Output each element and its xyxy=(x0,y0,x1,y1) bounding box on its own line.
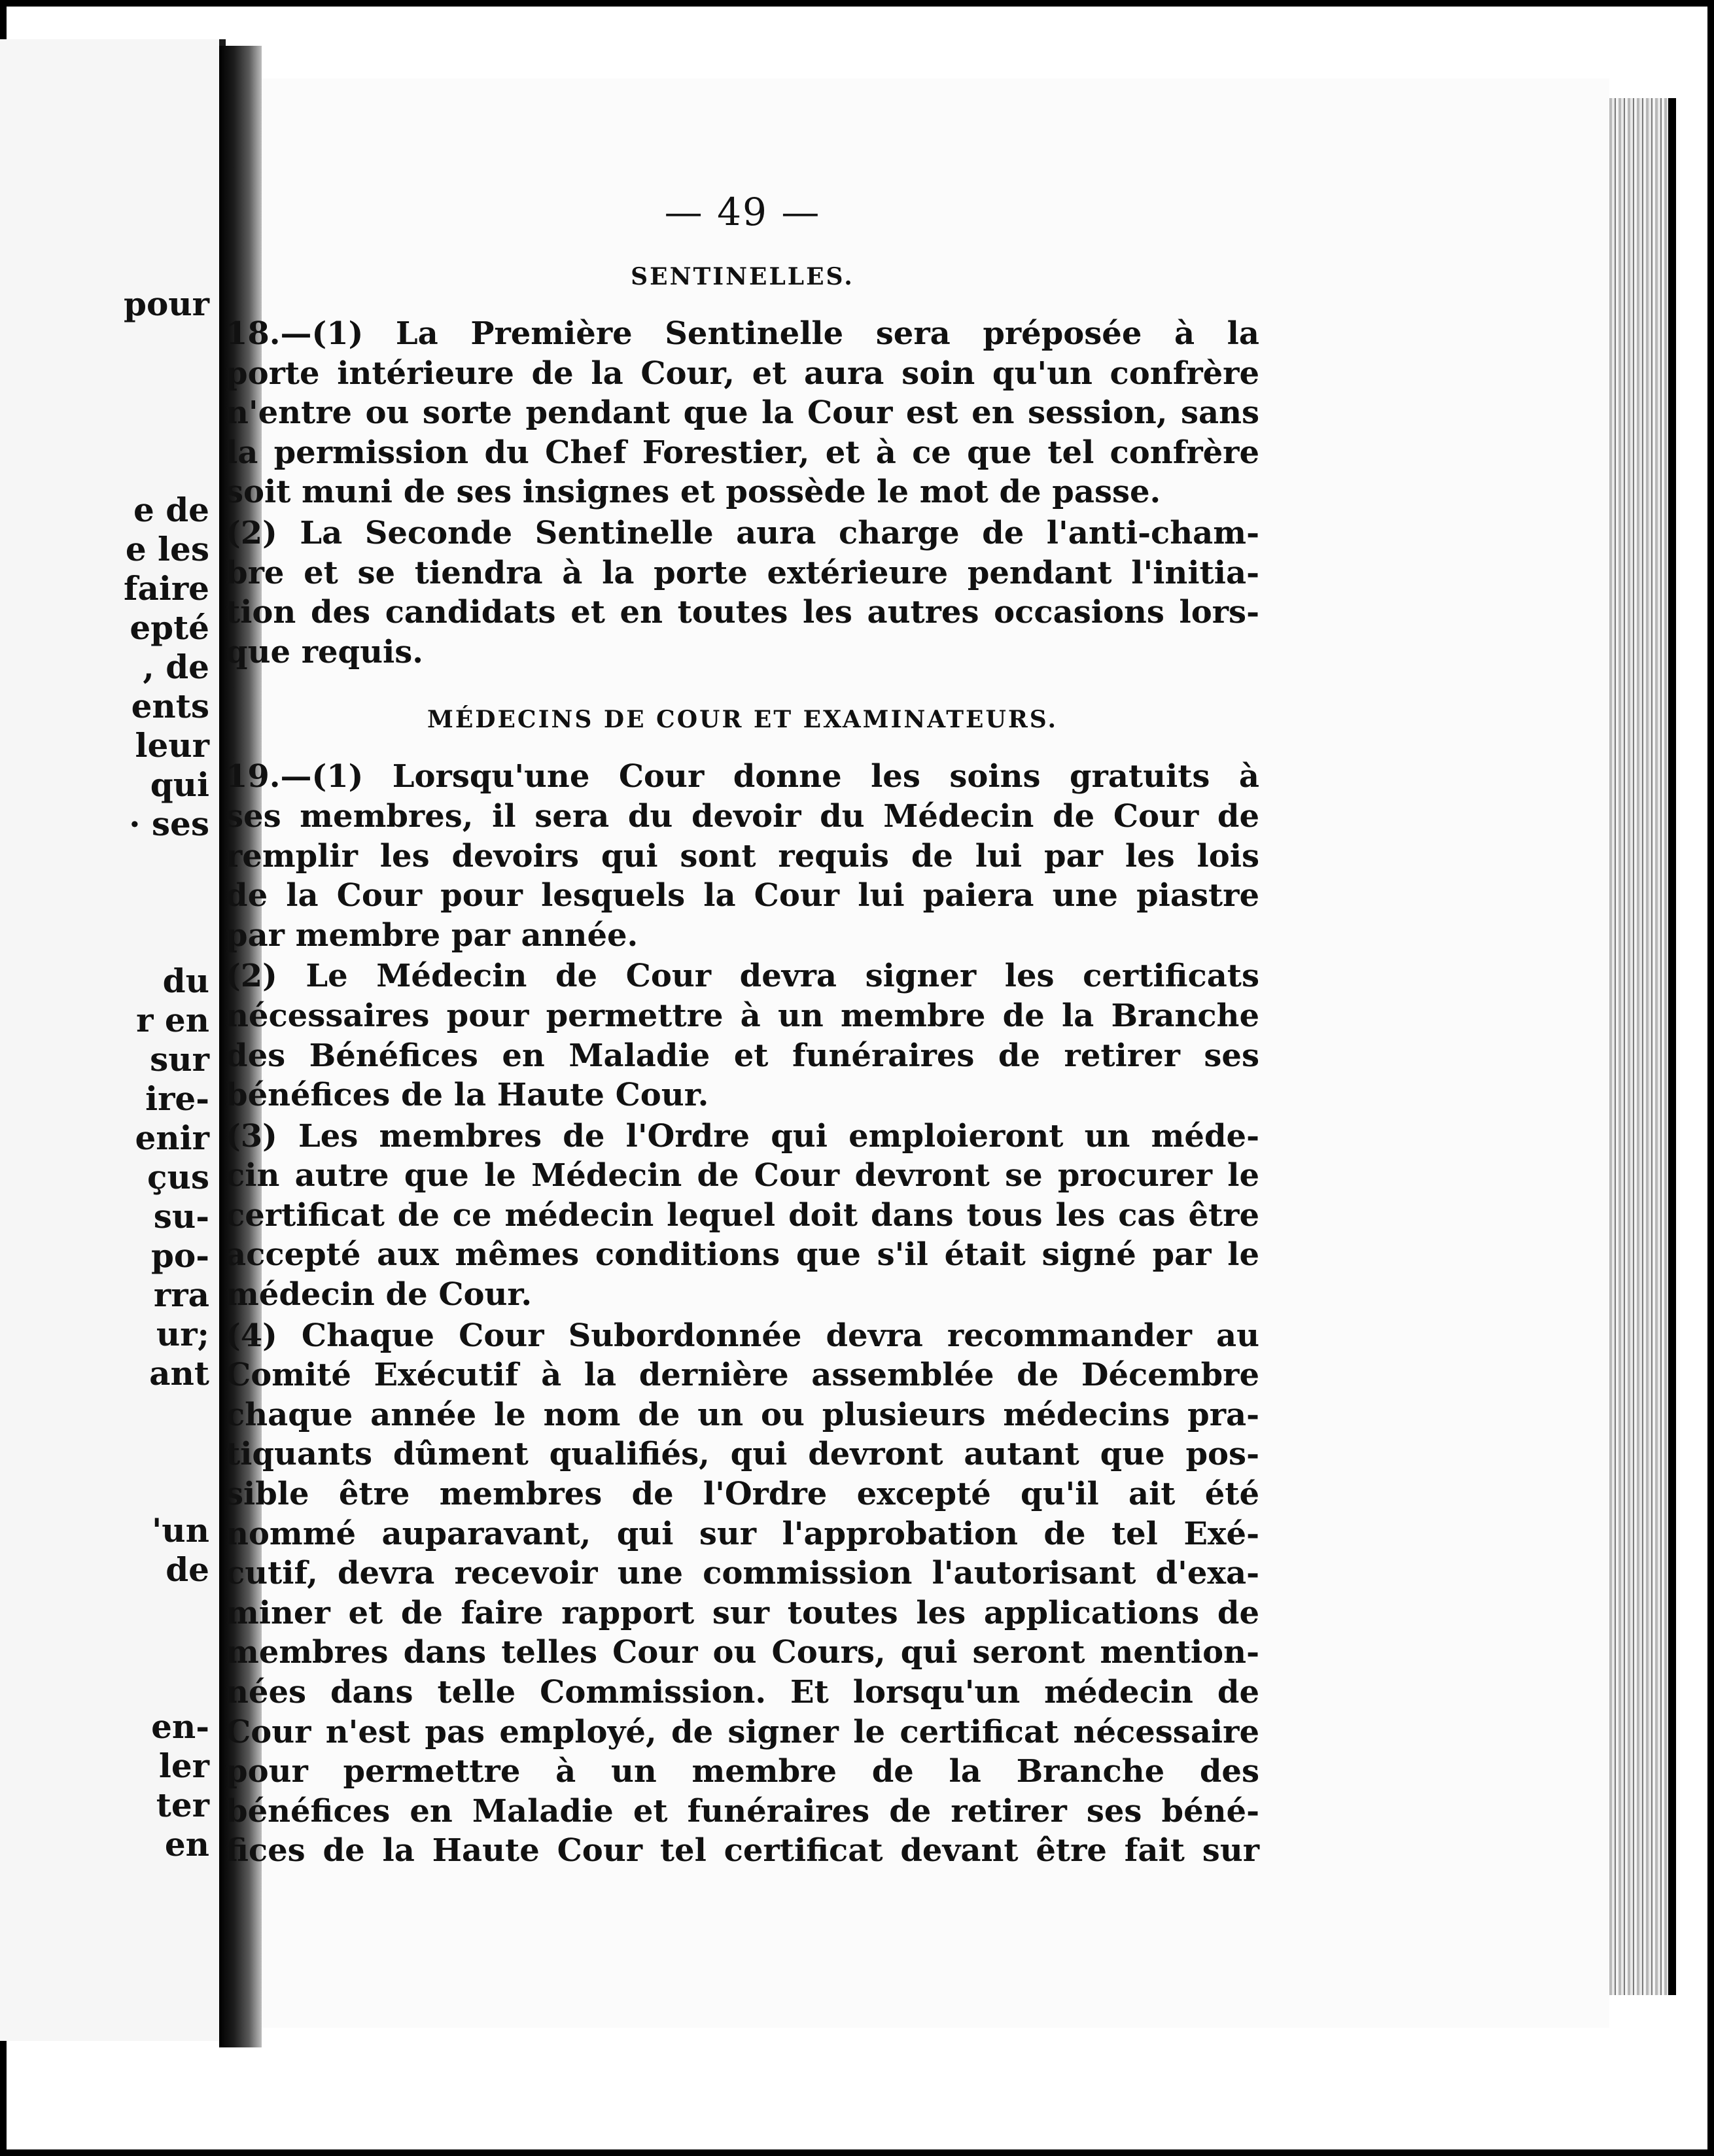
left-fragment: qui xyxy=(150,765,209,804)
left-fragment: en- xyxy=(151,1707,209,1746)
left-fragment: en xyxy=(164,1825,209,1864)
left-facing-page xyxy=(0,39,226,2041)
left-fragment: r en xyxy=(136,1001,209,1039)
section-heading-sentinelles: SENTINELLES. xyxy=(631,263,854,290)
text-line: 19.—(1) Lorsqu'une Cour donne les soins gratuits à xyxy=(226,758,1259,795)
text-line: pour permettre à un membre de la Branche des xyxy=(226,1753,1259,1790)
left-fragment: , de xyxy=(143,648,209,686)
left-fragment: e de xyxy=(133,491,209,529)
left-fragment: de xyxy=(166,1550,209,1589)
text-line: chaque année le nom de un ou plusieurs médecins pra- xyxy=(226,1396,1259,1433)
paragraph-18-1 xyxy=(226,314,1259,512)
text-line: ses membres, il sera du devoir du Médecin de Cour de xyxy=(226,797,1259,835)
left-fragment: pour xyxy=(123,285,209,323)
text-line: bre et se tiendra à la porte extérieure pendant l'initia- xyxy=(226,554,1259,591)
page-number: — 49 — xyxy=(664,190,821,234)
text-line: (2) La Seconde Sentinelle aura charge de l'anti-cham- xyxy=(226,514,1259,551)
left-fragment: epté xyxy=(130,608,209,647)
text-line: miner et de faire rapport sur toutes les applications de xyxy=(226,1594,1259,1631)
left-fragment: çus xyxy=(147,1158,209,1196)
section-heading-medecins: MÉDECINS DE COUR ET EXAMINATEURS. xyxy=(427,706,1058,734)
text-line: des Bénéfices en Maladie et funéraires de retirer ses xyxy=(226,1037,1259,1074)
text-line: accepté aux mêmes conditions que s'il était signé par le xyxy=(226,1236,1259,1274)
left-fragment: rra xyxy=(153,1276,209,1314)
paragraph-18-2 xyxy=(226,513,1259,672)
text-line: la permission du Chef Forestier, et à ce que tel confrère xyxy=(226,434,1259,471)
text-line: tion des candidats et en toutes les autres occasions lors- xyxy=(226,594,1259,631)
text-line: nées dans telle Commission. Et lorsqu'un médecin de xyxy=(226,1674,1259,1711)
left-fragment: ant xyxy=(149,1354,209,1393)
left-fragment: ur; xyxy=(156,1315,209,1353)
text-line: bénéfices en Maladie et funéraires de retirer ses béné- xyxy=(226,1792,1259,1830)
left-fragment: ter xyxy=(156,1786,209,1824)
text-line: (3) Les membres de l'Ordre qui emploieront un méde- xyxy=(226,1117,1259,1155)
left-fragment: ler xyxy=(158,1747,209,1785)
text-line: bénéfices de la Haute Cour. xyxy=(226,1077,709,1114)
paragraph-19-3 xyxy=(226,1117,1259,1315)
text-line: sible être membres de l'Ordre excepté qu'il ait été xyxy=(226,1476,1259,1513)
text-line: soit muni de ses insignes et possède le mot de passe. xyxy=(226,474,1161,511)
text-line: n'entre ou sorte pendant que la Cour est en session, sans xyxy=(226,394,1259,432)
paragraph-19-2 xyxy=(226,956,1259,1115)
left-fragment: e les xyxy=(125,530,209,568)
text-line: de la Cour pour lesquels la Cour lui paiera une piastre xyxy=(226,877,1259,914)
left-fragment: enir xyxy=(135,1119,209,1157)
text-line: fices de la Haute Cour tel certificat devant être fait sur xyxy=(226,1832,1259,1869)
left-fragment: sur xyxy=(150,1040,209,1079)
text-line: (2) Le Médecin de Cour devra signer les certificats xyxy=(226,958,1259,995)
text-line: Cour n'est pas employé, de signer le certificat nécessaire xyxy=(226,1713,1259,1750)
text-line: cutif, devra recevoir une commission l'autorisant d'exa- xyxy=(226,1555,1259,1592)
text-line: que requis. xyxy=(226,633,423,670)
text-line: tiquants dûment qualifiés, qui devront autant que pos- xyxy=(226,1436,1259,1473)
paragraph-19-4 xyxy=(226,1316,1259,1871)
left-fragment: ents xyxy=(131,687,209,725)
text-line: Comité Exécutif à la dernière assemblée de Décembre xyxy=(226,1357,1259,1394)
left-fragment: ire- xyxy=(145,1079,209,1118)
text-line: certificat de ce médecin lequel doit dans tous les cas être xyxy=(226,1196,1259,1234)
text-line: remplir les devoirs qui sont requis de lui par les lois xyxy=(226,837,1259,875)
text-line: 18.—(1) La Première Sentinelle sera préposée à la xyxy=(226,315,1259,352)
text-line: nécessaires pour permettre à un membre de la Branche xyxy=(226,997,1259,1034)
text-line: médecin de Cour. xyxy=(226,1276,533,1313)
text-line: porte intérieure de la Cour, et aura soin qu'un confrère xyxy=(226,355,1259,392)
left-fragment: leur xyxy=(135,726,209,765)
text-line: par membre par année. xyxy=(226,916,638,954)
text-line: nommé auparavant, qui sur l'approbation de tel Exé- xyxy=(226,1515,1259,1552)
left-fragment: · ses xyxy=(129,805,209,843)
page-edges xyxy=(1609,98,1676,1995)
left-fragment: su- xyxy=(153,1197,209,1236)
left-fragment: po- xyxy=(150,1236,209,1275)
paragraph-19-1 xyxy=(226,757,1259,955)
text-line: (4) Chaque Cour Subordonnée devra recommander au xyxy=(226,1317,1259,1354)
left-page-text-fragments xyxy=(0,39,209,2041)
text-line: cin autre que le Médecin de Cour devront se procurer le xyxy=(226,1157,1259,1194)
left-fragment: du xyxy=(162,962,209,1000)
page-text-column xyxy=(226,190,1259,1871)
left-fragment: 'un xyxy=(151,1511,209,1550)
left-fragment: faire xyxy=(123,569,209,608)
text-line: membres dans telles Cour ou Cours, qui seront mention- xyxy=(226,1634,1259,1671)
